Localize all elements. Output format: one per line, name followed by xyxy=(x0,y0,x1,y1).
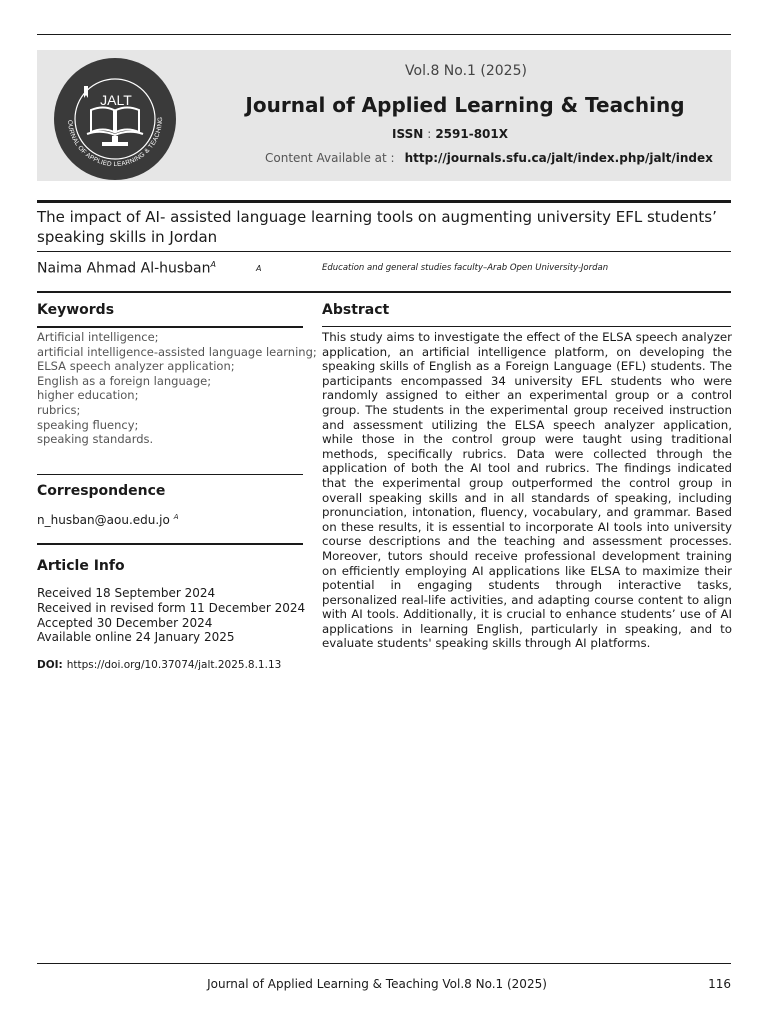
abstract-rule xyxy=(322,326,731,327)
keyword-item: higher education; xyxy=(37,388,139,403)
footer-rule xyxy=(37,963,731,964)
date-item: Accepted 30 December 2024 xyxy=(37,615,213,630)
date-item: Received 18 September 2024 xyxy=(37,586,216,600)
journal-title: Journal of Applied Learning & Teaching xyxy=(245,93,685,117)
title-top-rule xyxy=(37,200,731,203)
issn-value: 2591-801X xyxy=(435,127,508,141)
jalt-logo xyxy=(54,58,176,180)
top-rule xyxy=(37,34,731,35)
issn xyxy=(392,127,508,141)
logo-ring-text: OURNAL OF APPLIED LEARNING & TEACHING xyxy=(65,116,165,169)
article-dates xyxy=(37,586,305,645)
title-bottom-rule xyxy=(37,251,731,252)
date-item: Available online 24 January 2025 xyxy=(37,630,235,645)
doi-label: DOI: xyxy=(37,659,63,671)
affiliation-marker: A xyxy=(256,264,262,273)
issn-separator: : xyxy=(427,127,432,141)
content-availability xyxy=(265,151,713,165)
author-superscript: A xyxy=(210,260,216,269)
doi-link[interactable]: https://doi.org/10.37074/jalt.2025.8.1.13 xyxy=(66,659,282,671)
email-superscript: A xyxy=(173,513,179,521)
keyword-item: rubrics; xyxy=(37,402,81,417)
article-info-heading: Article Info xyxy=(37,558,125,574)
keywords-rule xyxy=(37,326,303,328)
author-affiliation: Education and general studies faculty–Arab Open University-Jordan xyxy=(322,263,609,273)
issn-label: ISSN xyxy=(392,127,424,141)
keywords-heading: Keywords xyxy=(37,302,115,318)
email-link[interactable]: n_husban@aou.edu.jo xyxy=(37,513,170,527)
keyword-item: artificial intelligence-assisted language learning; xyxy=(37,344,317,359)
correspondence-top-rule xyxy=(37,474,303,475)
correspondence-email xyxy=(37,513,178,527)
journal-url-link[interactable]: http://journals.sfu.ca/jalt/index.php/jalt/index xyxy=(404,151,713,165)
logo-abbr: JALT xyxy=(100,92,132,108)
doi xyxy=(37,659,281,671)
volume-issue: Vol.8 No.1 (2025) xyxy=(405,63,527,79)
date-item: Received in revised form 11 December 2024 xyxy=(37,600,306,615)
author-text: Naima Ahmad Al-husban xyxy=(37,260,211,277)
keyword-item: speaking standards. xyxy=(37,432,154,447)
article-info-top-rule xyxy=(37,543,303,545)
footer-journal: Journal of Applied Learning & Teaching Vol.8 No.1 (2025) xyxy=(207,977,547,991)
keyword-item: English as a foreign language; xyxy=(37,373,212,388)
abstract-heading: Abstract xyxy=(322,302,390,318)
article-title: The impact of AI- assisted language learning tools on augmenting university EFL students’ speaking skills in Jordan xyxy=(37,208,717,246)
keyword-item: Artificial intelligence; xyxy=(37,330,159,344)
page-number: 116 xyxy=(708,977,731,991)
abstract-text: This study aims to investigate the effect of the ELSA speech analyzer application, an artificial intelligence platform, on developing the speaking skills of English as a Foreign Language (EFL) students. The participants encompassed 34 university EFL students who were randomly assigned to either an experimental group or a control group. The students in the experimental group received instruction and assessment utilizing the ELSA speech analyzer application, while those in the control group were taught using traditional methods, specifically rubrics. Data were collected through the application of both the AI tool and rubrics. The findings indicated that the experimental group outperformed the control group in overall speaking skills and in all standards of speaking, including pronunciation, intonation, fluency, vocabulary, and grammar. Based on these results, it is essential to incorporate AI tools into university course descriptions and the teaching and assessment processes. Moreover, tutors should receive professional development training on efficiently employing AI applications like ELSA to maximize their potential in engaging students through interactive tasks, personalized real-life activities, and adapting course content to align with AI tools. Additionally, it is crucial to enhance students’ use of AI applications in learning English, particularly in speaking, and to evaluate students' speaking skills through AI platforms. xyxy=(322,330,732,651)
author-name xyxy=(37,260,216,277)
keyword-item: speaking fluency; xyxy=(37,417,139,432)
keywords-list xyxy=(37,330,317,447)
correspondence-heading: Correspondence xyxy=(37,483,166,499)
info-top-rule xyxy=(37,291,731,293)
availability-label: Content Available at : xyxy=(265,151,395,165)
keyword-item: ELSA speech analyzer application; xyxy=(37,359,235,374)
